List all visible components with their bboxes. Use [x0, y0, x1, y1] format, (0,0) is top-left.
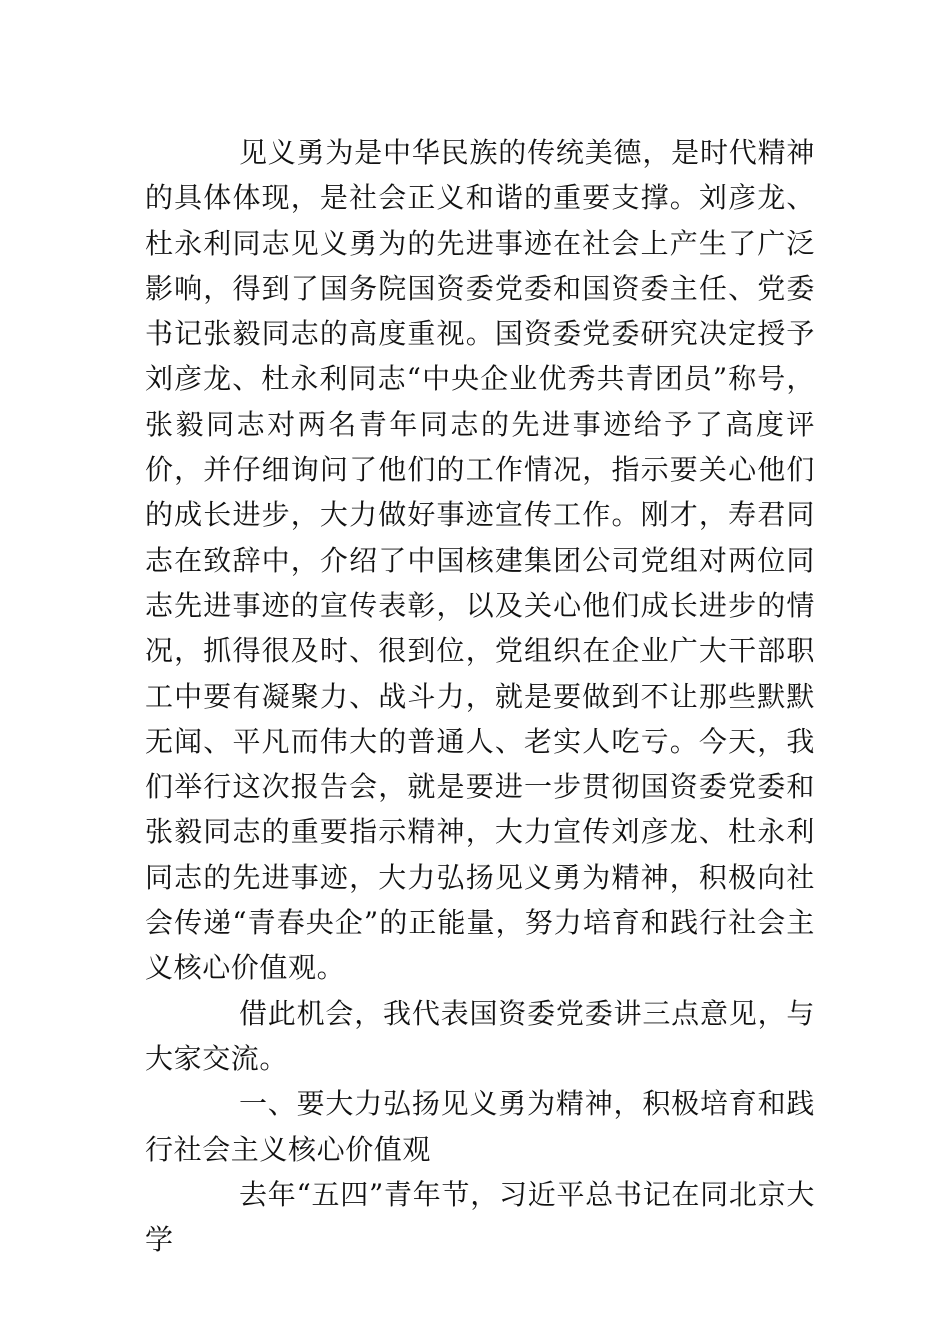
section-heading-1: 一、要大力弘扬见义勇为精神，积极培育和践行社会主义核心价值观: [145, 1087, 815, 1166]
paragraph-opinions-intro: 借此机会，我代表国资委党委讲三点意见，与大家交流。: [145, 996, 815, 1075]
paragraph-section-1-start: 去年“五四”青年节，习近平总书记在同北京大学: [145, 1177, 815, 1257]
document-body: [145, 130, 815, 1262]
paragraph-intro: 见义勇为是中华民族的传统美德，是时代精神的具体体现，是社会正义和谐的重要支撑。刘彦龙、杜永利同志见义勇为的先进事迹在社会上产生了广泛影响，得到了国务院国资委党委和国资委主任、党委书记张毅同志的高度重视。国资委党委研究决定授予刘彦龙、杜永利同志“中央企业优秀共青团员”称号，张毅同志对两名青年同志的先进事迹给予了高度评价，并仔细询问了他们的工作情况，指示要关心他们的成长进步，大力做好事迹宣传工作。刚才，寿君同志在致辞中，介绍了中国核建集团公司党组对两位同志先进事迹的宣传表彰，以及关心他们成长进步的情况，抓得很及时、很到位，党组织在企业广大干部职工中要有凝聚力、战斗力，就是要做到不让那些默默无闻、平凡而伟大的普通人、老实人吃亏。今天，我们举行这次报告会，就是要进一步贯彻国资委党委和张毅同志的重要指示精神，大力宣传刘彦龙、杜永利同志的先进事迹，大力弘扬见义勇为精神，积极向社会传递“青春央企”的正能量，努力培育和践行社会主义核心价值观。: [145, 136, 815, 985]
